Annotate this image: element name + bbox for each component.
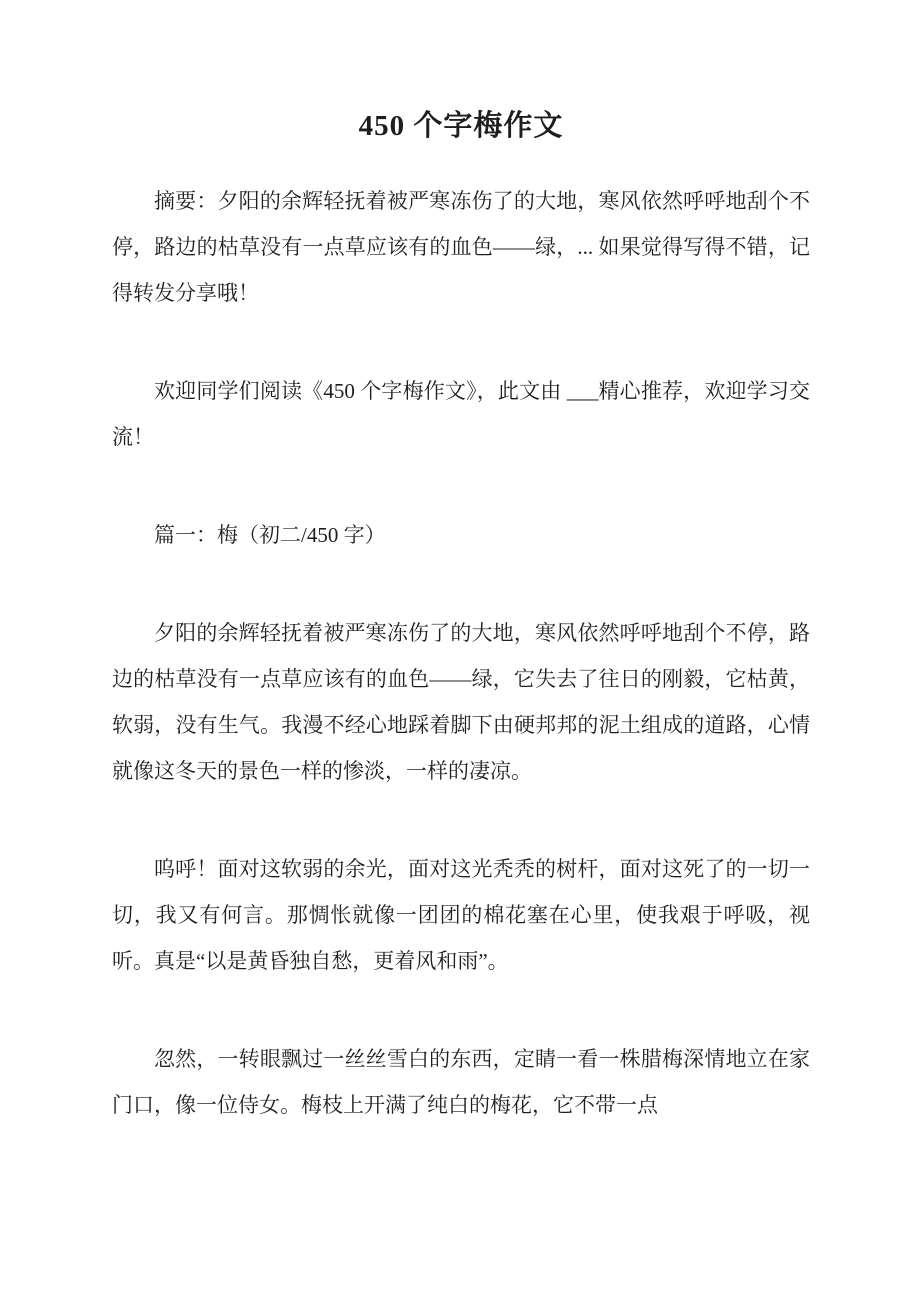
document-title: 450 个字梅作文 [358, 110, 564, 142]
paragraph-4: 夕阳的余辉轻抚着被严寒冻伤了的大地，寒风依然呼呼地刮个不停，路边的枯草没有一点草应该有的血色——绿，它失去了往日的刚毅，它枯黄，软弱，没有生气。我漫不经心地踩着脚下由硬邦邦的泥土组成的道路，心情就像这冬天的景色一样的惨淡，一样的凄凉。 [112, 621, 810, 783]
document-body [112, 178, 810, 1128]
paragraph-3: 篇一：梅（初二/450 字） [154, 523, 386, 547]
paragraph-1: 摘要：夕阳的余辉轻抚着被严寒冻伤了的大地，寒风依然呼呼地刮个不停，路边的枯草没有一点草应该有的血色——绿，... 如果觉得写得不错，记得转发分享哦！ [112, 189, 810, 305]
paragraph-2: 欢迎同学们阅读《450 个字梅作文》，此文由 ___精心推荐，欢迎学习交流！ [112, 379, 810, 449]
paragraph-5: 呜呼！面对这软弱的余光，面对这光秃秃的树杆，面对这死了的一切一切，我又有何言。那惆怅就像一团团的棉花塞在心里，使我艰于呼吸，视听。真是“以是黄昏独自愁，更着风和雨”。 [112, 857, 810, 973]
paragraph-6: 忽然，一转眼飘过一丝丝雪白的东西，定睛一看一株腊梅深情地立在家门口，像一位侍女。梅枝上开满了纯白的梅花，它不带一点 [112, 1047, 810, 1117]
